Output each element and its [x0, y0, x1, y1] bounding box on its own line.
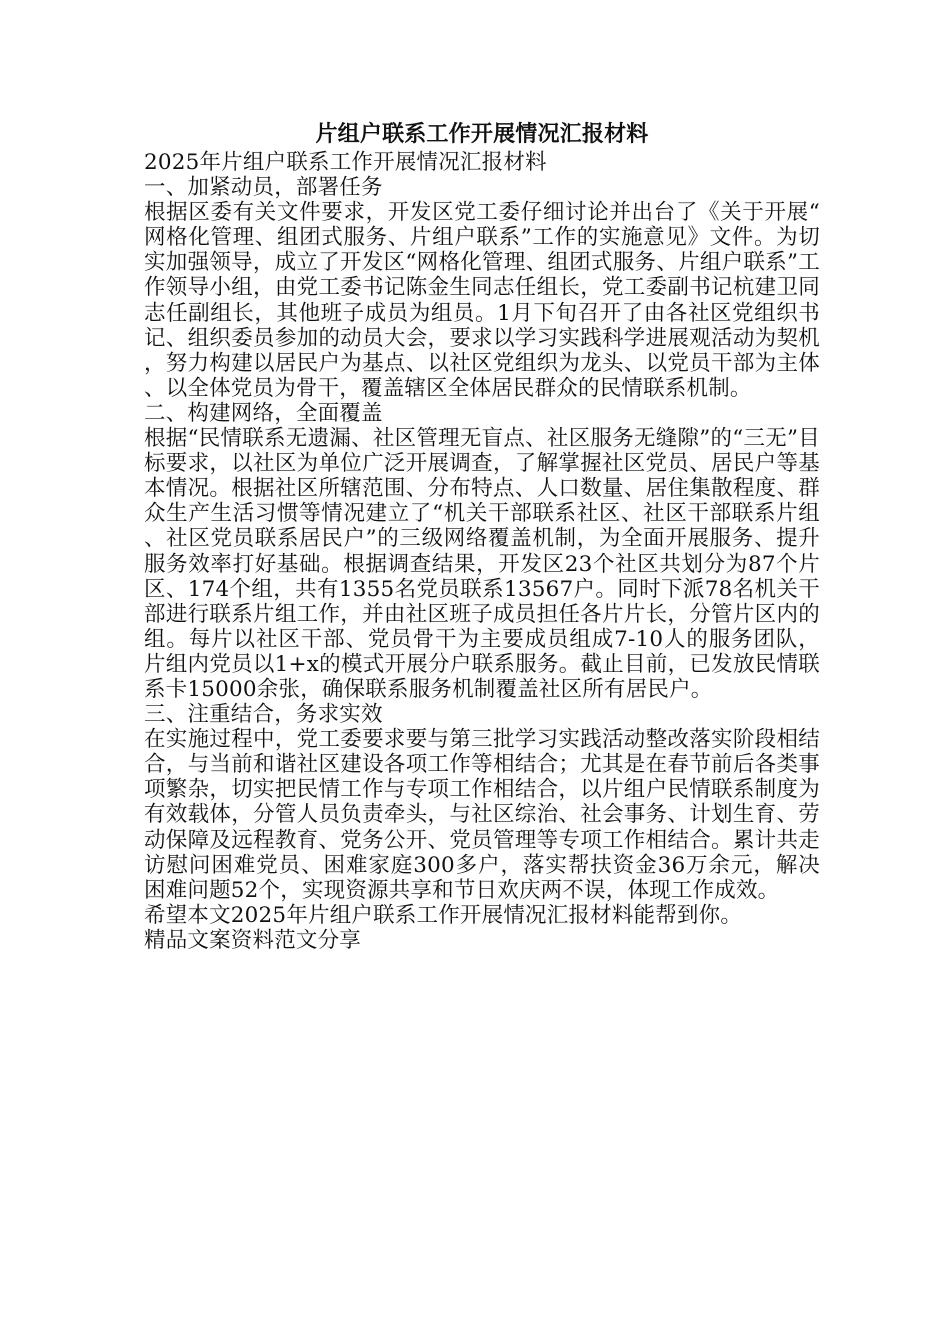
- section-body-2: 根据“民情联系无遗漏、社区管理无盲点、社区服务无缝隙”的“三无”目标要求，以社区为单位广泛开展调查，了解掌握社区党员、居民户等基本情况。根据社区所辖范围、分布特点、人口数量、居住集散程度、群众生产生活习惯等情况建立了“机关干部联系社区、社区干部联系片组、社区党员联系居民户”的三级网络覆盖机制，为全面开展服务、提升服务效率打好基础。根据调查结果，开发区23个社区共划分为87个片区、174个组，共有1355名党员联系13567户。同时下派78名机关干部进行联系片组工作，并由社区班子成员担任各片片长，分管片区内的组。每片以社区干部、党员骨干为主要成员组成7-10人的服务团队，片组内党员以1+x的模式开展分户联系服务。截止目前，已发放民情联系卡15000余张，确保联系服务机制覆盖社区所有居民户。: [144, 426, 820, 702]
- document-subtitle: 2025年片组户联系工作开展情况汇报材料: [144, 150, 547, 175]
- section-body-1: 根据区委有关文件要求，开发区党工委仔细讨论并出台了《关于开展“网格化管理、组团式服务、片组户联系”工作的实施意见》文件。为切实加强领导，成立了开发区“网格化管理、组团式服务、片组户联系”工作领导小组，由党工委书记陈金生同志任组长，党工委副书记杭建卫同志任副组长，其他班子成员为组员。1月下旬召开了由各社区党组织书记、组织委员参加的动员大会，要求以学习实践科学进展观活动为契机，努力构建以居民户为基点、以社区党组织为龙头、以党员干部为主体、以全体党员为骨干，覆盖辖区全体居民群众的民情联系机制。: [144, 200, 820, 401]
- footer-text: 精品文案资料范文分享: [144, 927, 362, 953]
- document-title: 片组户联系工作开展情况汇报材料: [315, 121, 649, 147]
- section-heading-1: 一、加紧动员，部署任务: [144, 175, 383, 201]
- section-heading-3: 三、注重结合，务求实效: [144, 702, 383, 728]
- document-page: [144, 120, 820, 953]
- closing-text: 希望本文2025年片组户联系工作开展情况汇报材料能帮到你。: [144, 902, 743, 928]
- section-body-3: 在实施过程中，党工委要求要与第三批学习实践活动整改落实阶段相结合，与当前和谐社区建设各项工作等相结合；尤其是在春节前后各类事项繁杂，切实把民情工作与专项工作相结合，以片组户民情联系制度为有效载体，分管人员负责牵头，与社区综治、社会事务、计划生育、劳动保障及远程教育、党务公开、党员管理等专项工作相结合。累计共走访慰问困难党员、困难家庭300多户，落实帮扶资金36万余元，解决困难问题52个，实现资源共享和节日欢庆两不误，体现工作成效。: [144, 727, 820, 903]
- section-heading-2: 二、构建网络，全面覆盖: [144, 400, 383, 426]
